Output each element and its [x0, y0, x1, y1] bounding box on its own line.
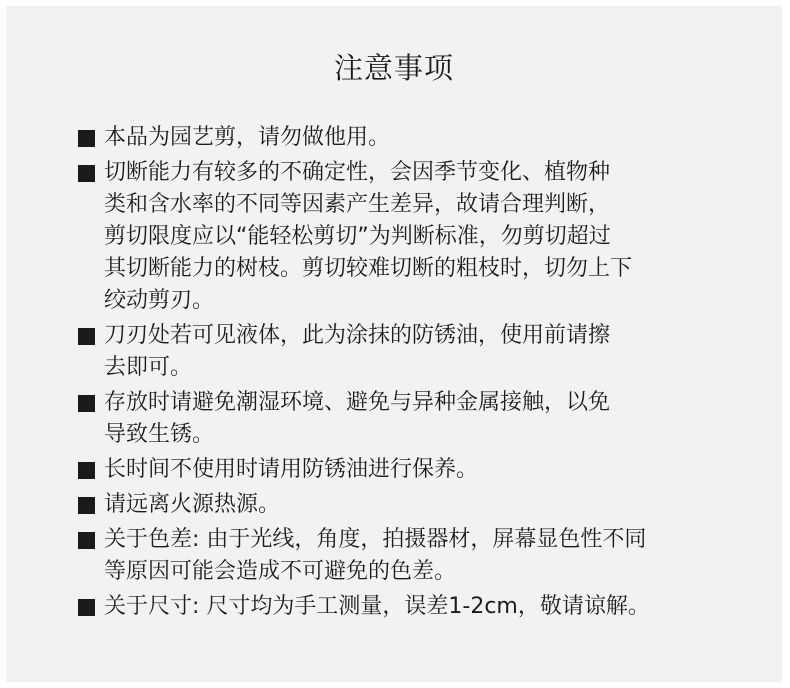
note-line: 类和含水率的不同等因素产生差异，故请合理判断， — [104, 192, 611, 217]
square-bullet-icon — [78, 395, 95, 412]
notes-list — [78, 122, 738, 626]
note-item — [78, 122, 738, 154]
square-bullet-icon — [78, 497, 95, 514]
note-line: 导致生锈。 — [104, 422, 215, 447]
note-line: 其切断能力的树枝。剪切较难切断的粗枝时，切勿上下 — [104, 256, 633, 281]
square-bullet-icon — [78, 599, 95, 616]
note-line: 去即可。 — [104, 355, 193, 380]
notice-panel — [6, 6, 782, 682]
note-item — [78, 591, 738, 623]
note-item — [78, 524, 738, 588]
square-bullet-icon — [78, 328, 95, 345]
square-bullet-icon — [78, 130, 95, 147]
note-line: 切断能力有较多的不确定性，会因季节变化、植物种 — [104, 160, 611, 185]
note-line: 剪切限度应以“能轻松剪切”为判断标准，勿剪切超过 — [104, 224, 611, 249]
square-bullet-icon — [78, 532, 95, 549]
note-line: 本品为园艺剪，请勿做他用。 — [104, 125, 391, 150]
note-line: 请远离火源热源。 — [104, 492, 281, 517]
note-item — [78, 489, 738, 521]
note-line: 关于色差: 由于光线，角度，拍摄器材，屏幕显色性不同 — [104, 527, 647, 552]
square-bullet-icon — [78, 165, 95, 182]
square-bullet-icon — [78, 462, 95, 479]
note-item — [78, 320, 738, 384]
note-item — [78, 387, 738, 451]
note-line: 绞动剪刃。 — [104, 288, 215, 313]
note-item — [78, 454, 738, 486]
note-line: 关于尺寸: 尺寸均为手工测量，误差1-2cm，敬请谅解。 — [104, 594, 650, 619]
note-line: 存放时请避免潮湿环境、避免与异种金属接触，以免 — [104, 390, 611, 415]
note-line: 等原因可能会造成不可避免的色差。 — [104, 559, 457, 584]
note-line: 刀刃处若可见液体，此为涂抹的防锈油，使用前请擦 — [104, 323, 611, 348]
note-line: 长时间不使用时请用防锈油进行保养。 — [104, 457, 479, 482]
note-item — [78, 157, 738, 317]
page-title: 注意事项 — [333, 51, 454, 85]
